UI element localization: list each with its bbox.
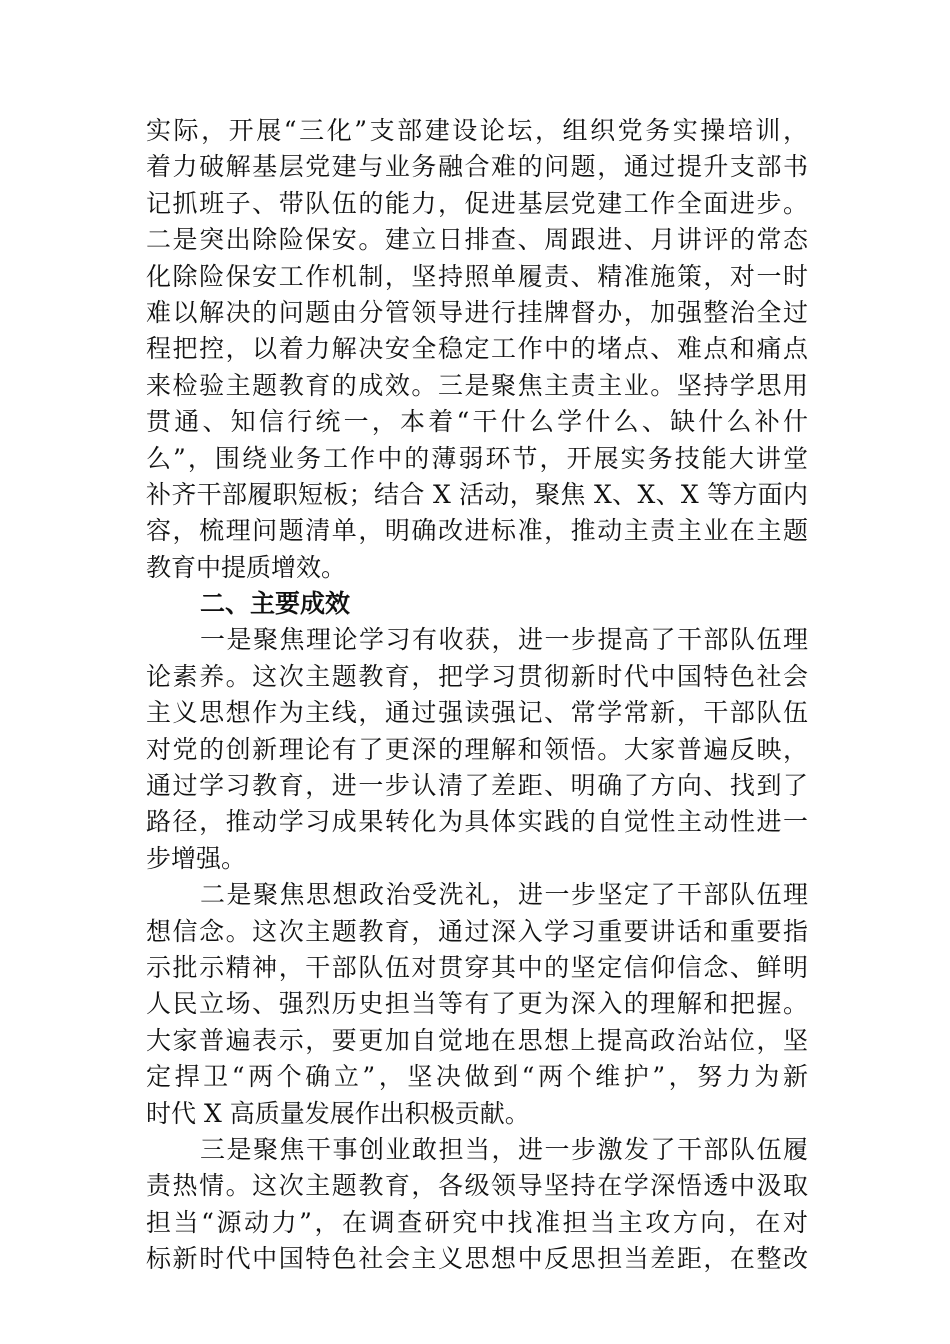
text-line: 责热情。这次主题教育，各级领导坚持在学深悟透中汲取 [146, 1171, 808, 1201]
text-line: 实际，开展“三化”支部建设论坛，组织党务实操培训， [146, 116, 808, 145]
text-line: 补齐干部履职短板；结合 X 活动，聚焦 X、X、X 等方面内 [146, 479, 808, 509]
document-body [146, 113, 808, 1278]
text-line: 想信念。这次主题教育，通过深入学习重要讲话和重要指 [146, 916, 808, 946]
text-line: 着力破解基层党建与业务融合难的问题，通过提升支部书 [146, 152, 808, 182]
text-line: 来检验主题教育的成效。三是聚焦主责主业。坚持学思用 [146, 370, 808, 400]
text-line: 时代 X 高质量发展作出积极贡献。 [146, 1098, 530, 1128]
text-line: 人民立场、强烈历史担当等有了更为深入的理解和把握。 [146, 989, 808, 1019]
text-line: 论素养。这次主题教育，把学习贯彻新时代中国特色社会 [146, 661, 808, 691]
text-line: 教育中提质增效。 [146, 552, 347, 582]
text-line: 三是聚焦干事创业敢担当，进一步激发了干部队伍履 [200, 1134, 808, 1164]
text-line: 二是突出除险保安。建立日排查、周跟进、月讲评的常态 [146, 225, 808, 255]
text-line: 步增强。 [146, 843, 247, 873]
text-line: 么”，围绕业务工作中的薄弱环节，开展实务技能大讲堂 [146, 443, 808, 473]
text-line: 定捍卫“两个确立”，坚决做到“两个维护”，努力为新 [146, 1062, 808, 1092]
text-line: 路径，推动学习成果转化为具体实践的自觉性主动性进一 [146, 807, 808, 837]
text-line: 通过学习教育，进一步认清了差距、明确了方向、找到了 [146, 771, 808, 801]
text-line: 对党的创新理论有了更深的理解和领悟。大家普遍反映， [146, 734, 808, 764]
section-heading: 二、主要成效 [200, 589, 351, 619]
text-line: 二是聚焦思想政治受洗礼，进一步坚定了干部队伍理 [200, 880, 808, 910]
text-line: 标新时代中国特色社会主义思想中反思担当差距，在整改 [146, 1244, 808, 1274]
text-line: 担当“源动力”，在调查研究中找准担当主攻方向，在对 [146, 1207, 808, 1237]
text-line: 化除险保安工作机制，坚持照单履责、精准施策，对一时 [146, 261, 808, 291]
text-line: 记抓班子、带队伍的能力，促进基层党建工作全面进步。 [146, 188, 808, 218]
text-line: 示批示精神，干部队伍对贯穿其中的坚定信仰信念、鲜明 [146, 952, 808, 982]
text-line: 主义思想作为主线，通过强读强记、常学常新，干部队伍 [146, 698, 808, 728]
text-line: 程把控，以着力解决安全稳定工作中的堵点、难点和痛点 [146, 334, 808, 364]
text-line: 一是聚焦理论学习有收获，进一步提高了干部队伍理 [200, 625, 808, 655]
text-line: 贯通、知信行统一，本着“干什么学什么、缺什么补什 [146, 407, 808, 437]
text-line: 容，梳理问题清单，明确改进标准，推动主责主业在主题 [146, 516, 808, 546]
text-line: 难以解决的问题由分管领导进行挂牌督办，加强整治全过 [146, 297, 808, 327]
text-line: 大家普遍表示，要更加自觉地在思想上提高政治站位，坚 [146, 1025, 808, 1055]
